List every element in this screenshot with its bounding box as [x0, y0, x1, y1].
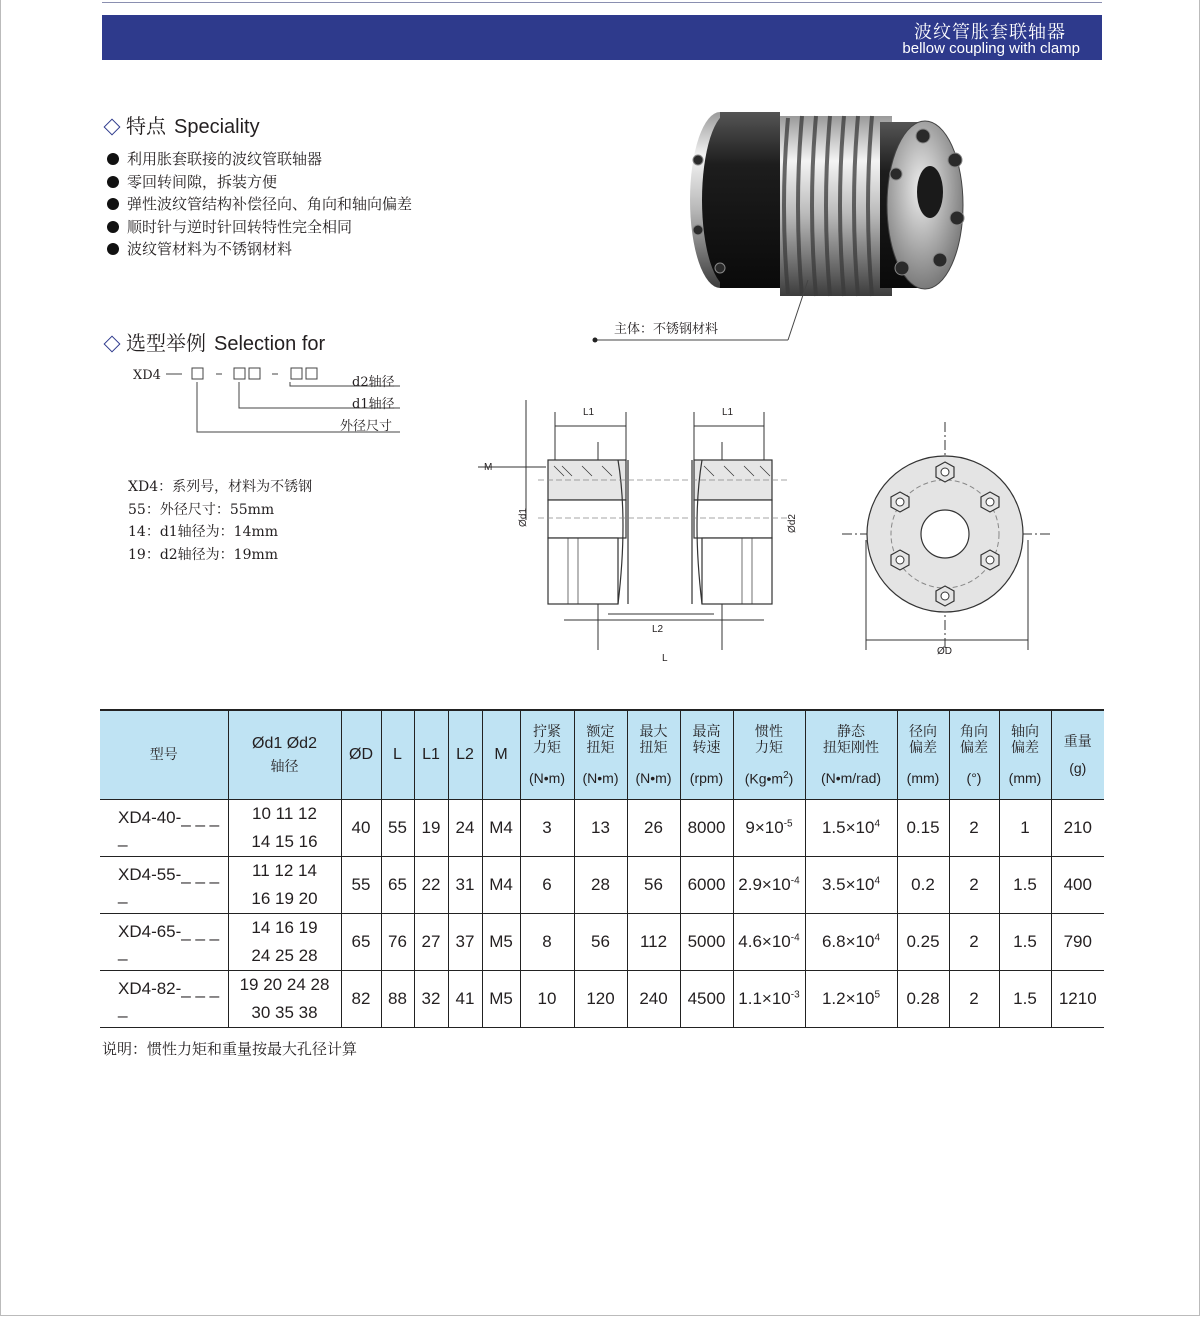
th-l1: L1	[414, 710, 448, 800]
cell-l1: 19	[414, 800, 448, 857]
th-speed: 最高 转速 (rpm)	[680, 710, 733, 800]
end-view-drawing	[840, 420, 1050, 660]
cell-bore: 14 16 19 24 25 28	[228, 914, 341, 971]
cell-radial: 0.25	[897, 914, 949, 971]
selection-title-en: Selection for	[214, 333, 326, 355]
cell-weight: 210	[1051, 800, 1104, 857]
th-bore: Ød1 Ød2 轴径	[228, 710, 341, 800]
example-line: 19：d2轴径为：19mm	[128, 546, 279, 563]
th-stiffness: 静态 扭矩刚性 (N•m/rad)	[805, 710, 897, 800]
cell-max: 112	[627, 914, 680, 971]
th-inertia: 惯性 力矩 $(Kg•m^2)$	[733, 710, 805, 800]
photo-label: 主体：不锈钢材料	[614, 322, 719, 337]
cell-weight: 790	[1051, 914, 1104, 971]
selection-label-od: 外径尺寸	[340, 419, 393, 434]
cell-angular: 2	[949, 800, 999, 857]
header-title-cn: 波纹管胀套联轴器	[914, 22, 1066, 43]
speciality-title-cn: 特点	[126, 114, 166, 138]
table-note: 说明：惯性力矩和重量按最大孔径计算	[102, 1040, 358, 1058]
bullet-icon	[107, 153, 119, 165]
diamond-icon	[104, 118, 121, 135]
cell-l: 88	[381, 971, 414, 1028]
list-item: 零回转间隙，拆装方便	[107, 171, 412, 194]
th-angular: 角向 偏差 (°)	[949, 710, 999, 800]
cell-m: M4	[482, 857, 520, 914]
cell-inertia: $2.9\times 10^{-4}$	[733, 857, 805, 914]
cell-torque: 6	[520, 857, 574, 914]
cell-torque: 10	[520, 971, 574, 1028]
th-axial: 轴向 偏差 (mm)	[999, 710, 1051, 800]
selection-title	[102, 327, 325, 356]
cell-weight: 400	[1051, 857, 1104, 914]
dim-d1: Ød1	[517, 508, 529, 527]
dim-l1-left: L1	[583, 407, 595, 418]
cell-stiffness: $6.8\times 10^4$	[805, 914, 897, 971]
dim-m: M	[484, 462, 493, 473]
list-item: 波纹管材料为不锈钢材料	[107, 238, 412, 261]
cell-l1: 32	[414, 971, 448, 1028]
cell-torque: 3	[520, 800, 574, 857]
list-item: 利用胀套联接的波纹管联轴器	[107, 148, 412, 171]
speciality-title-en: Speciality	[174, 116, 260, 138]
dim-l2: L2	[652, 624, 664, 635]
cell-m: M4	[482, 800, 520, 857]
th-torque: 拧紧 力矩 (N•m)	[520, 710, 574, 800]
table-header-row	[100, 710, 1104, 800]
example-line: 14：d1轴径为：14mm	[128, 524, 279, 540]
cell-l2: 24	[448, 800, 482, 857]
list-item: 顺时针与逆时针回转特性完全相同	[107, 216, 412, 239]
bullet-icon	[107, 221, 119, 233]
cell-stiffness: $3.5\times 10^4$	[805, 857, 897, 914]
cell-inertia: $4.6\times 10^{-4}$	[733, 914, 805, 971]
dim-d2: Ød2	[786, 514, 798, 533]
example-line: 55：外径尺寸：55mm	[128, 501, 275, 518]
cell-bore: 11 12 14 16 19 20	[228, 857, 341, 914]
cell-l: 55	[381, 800, 414, 857]
th-radial: 径向 偏差 (mm)	[897, 710, 949, 800]
table-row	[100, 800, 1104, 857]
th-model: 型号	[100, 710, 228, 800]
selection-label-d2: d2轴径	[352, 375, 395, 390]
cell-model: XD4-65-_ _ _ _	[100, 914, 228, 971]
cell-speed: 6000	[680, 857, 733, 914]
bullet-icon	[107, 176, 119, 188]
cell-model: XD4-55-_ _ _ _	[100, 857, 228, 914]
cell-l2: 31	[448, 857, 482, 914]
cell-model: XD4-82-_ _ _ _	[100, 971, 228, 1028]
cell-max: 26	[627, 800, 680, 857]
diamond-icon	[104, 335, 121, 352]
cell-axial: 1.5	[999, 857, 1051, 914]
cell-rated: 13	[574, 800, 627, 857]
cell-stiffness: $1.5\times 10^4$	[805, 800, 897, 857]
section-drawing	[478, 400, 798, 670]
dim-l1-right: L1	[722, 407, 734, 418]
coupling-photo	[580, 100, 1010, 350]
header-bar	[102, 15, 1102, 60]
selection-title-cn: 选型举例	[126, 331, 206, 355]
cell-l2: 37	[448, 914, 482, 971]
th-l2: L2	[448, 710, 482, 800]
example-line: XD4：系列号，材料为不锈钢	[128, 479, 313, 495]
table-row	[100, 857, 1104, 914]
th-m: M	[482, 710, 520, 800]
cell-weight: 1210	[1051, 971, 1104, 1028]
bullet-icon	[107, 243, 119, 255]
selection-label-d1: d1轴径	[352, 397, 395, 412]
cell-radial: 0.15	[897, 800, 949, 857]
cell-bore: 19 20 24 28 30 35 38	[228, 971, 341, 1028]
cell-axial: 1	[999, 800, 1051, 857]
th-weight: 重量 (g)	[1051, 710, 1104, 800]
th-l: L	[381, 710, 414, 800]
cell-inertia: $9\times 10^{-5}$	[733, 800, 805, 857]
cell-angular: 2	[949, 971, 999, 1028]
th-od: ØD	[341, 710, 381, 800]
cell-l2: 41	[448, 971, 482, 1028]
speciality-list	[107, 148, 412, 261]
selection-code-prefix: XD4	[133, 368, 161, 383]
cell-max: 56	[627, 857, 680, 914]
th-rated-torque: 额定 扭矩 (N•m)	[574, 710, 627, 800]
cell-l: 76	[381, 914, 414, 971]
cell-l1: 22	[414, 857, 448, 914]
table-row	[100, 914, 1104, 971]
cell-rated: 28	[574, 857, 627, 914]
cell-m: M5	[482, 914, 520, 971]
list-item: 弹性波纹管结构补偿径向、角向和轴向偏差	[107, 193, 412, 216]
header-title-en: bellow coupling with clamp	[902, 40, 1080, 57]
cell-rated: 120	[574, 971, 627, 1028]
selection-example	[128, 476, 312, 566]
cell-od: 40	[341, 800, 381, 857]
cell-speed: 5000	[680, 914, 733, 971]
cell-radial: 0.28	[897, 971, 949, 1028]
cell-axial: 1.5	[999, 914, 1051, 971]
cell-model: XD4-40-_ _ _ _	[100, 800, 228, 857]
spec-table	[100, 709, 1104, 1028]
top-rule	[102, 2, 1102, 3]
cell-torque: 8	[520, 914, 574, 971]
cell-max: 240	[627, 971, 680, 1028]
cell-radial: 0.2	[897, 857, 949, 914]
cell-od: 65	[341, 914, 381, 971]
cell-angular: 2	[949, 857, 999, 914]
cell-od: 55	[341, 857, 381, 914]
cell-bore: 10 11 12 14 15 16	[228, 800, 341, 857]
bullet-icon	[107, 198, 119, 210]
cell-m: M5	[482, 971, 520, 1028]
dim-l: L	[662, 653, 668, 664]
cell-angular: 2	[949, 914, 999, 971]
cell-inertia: $1.1\times 10^{-3}$	[733, 971, 805, 1028]
cell-speed: 4500	[680, 971, 733, 1028]
dim-od: ØD	[937, 646, 952, 657]
speciality-title	[102, 110, 260, 139]
cell-rated: 56	[574, 914, 627, 971]
th-max-torque: 最大 扭矩 (N•m)	[627, 710, 680, 800]
cell-axial: 1.5	[999, 971, 1051, 1028]
cell-od: 82	[341, 971, 381, 1028]
cell-speed: 8000	[680, 800, 733, 857]
table-row	[100, 971, 1104, 1028]
cell-l: 65	[381, 857, 414, 914]
cell-stiffness: $1.2\times 10^5$	[805, 971, 897, 1028]
cell-l1: 27	[414, 914, 448, 971]
